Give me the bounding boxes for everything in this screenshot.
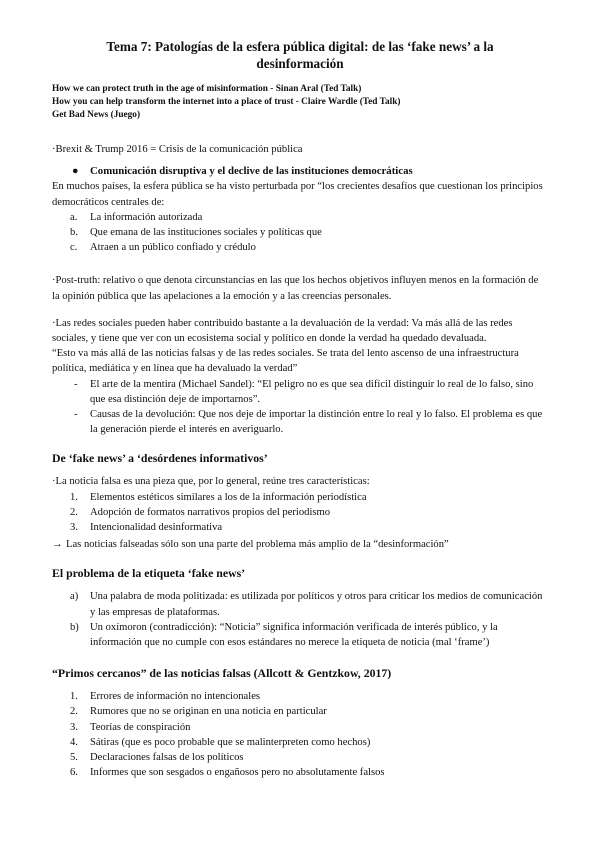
section-heading-disorders: De ‘fake news’ a ‘desórdenes informativos’: [52, 451, 268, 466]
list-marker: 3.: [70, 721, 78, 733]
list-item-text: Informes que son sesgados o engañosos pero no absolutamente falsos: [90, 767, 385, 779]
list-item-text: Atraen a un público confiado y crédulo: [90, 242, 256, 254]
list-item: [52, 689, 548, 704]
list-marker: 2.: [70, 506, 78, 518]
list-marker: -: [74, 409, 78, 421]
list-item: [52, 490, 548, 505]
list-item: [52, 225, 548, 240]
list-item: [52, 704, 548, 719]
list-marker: 6.: [70, 767, 78, 779]
section-heading-label-problem: El problema de la etiqueta ‘fake news’: [52, 566, 246, 581]
list-item-text: Sátiras (que es poco probable que se malinterpreten como hechos): [90, 736, 371, 748]
dash-list: [52, 377, 548, 438]
list-item: [52, 520, 548, 535]
list-marker: b.: [70, 227, 78, 239]
list-marker: 1.: [70, 691, 78, 703]
list-item-text: Que emana de las instituciones sociales y políticas que: [90, 227, 322, 239]
intro-line: ·Brexit & Trump 2016 = Crisis de la comunicación pública: [52, 144, 303, 155]
list-marker: b): [70, 621, 79, 633]
list-marker: a): [70, 591, 79, 603]
list-item: [52, 589, 548, 619]
list-item: [52, 765, 548, 780]
list-item-text: Elementos estéticos similares a los de la información periodística: [90, 491, 367, 503]
quote: “Esto va más allá de las noticias falsas y de las redes sociales. Se trata del lento ascenso de una infraestructura política, mediática y en línea que ha devaluado la verdad”: [52, 348, 519, 375]
list-item: [52, 505, 548, 520]
reference-item: How we can protect truth in the age of misinformation - Sinan Aral (Ted Talk): [52, 84, 362, 94]
list-item-text: El arte de la mentira (Michael Sandel): “El peligro no es que sea difícil distinguir lo real de lo falso, sino que esa distinción deje de importarnos”.: [90, 378, 534, 405]
list-item: [52, 407, 548, 437]
list-item-text: Teorías de conspiración: [90, 721, 191, 733]
list-marker: 3.: [70, 522, 78, 534]
paragraph-social-media: ·Las redes sociales pueden haber contribuido bastante a la devaluación de la verdad: Va más allá de las redes sociales, y tiene que ver con un ecosistema social y político en donde la verdad ha quedado devaluada.: [52, 317, 513, 345]
characteristics-list: [52, 490, 548, 536]
cousins-list: [52, 689, 548, 780]
list-marker: 2.: [70, 706, 78, 718]
arrow-note-text: Las noticias falseadas sólo son una parte del problema más amplio de la “desinformación”: [66, 539, 449, 551]
principles-list: [52, 210, 548, 256]
list-item: [52, 210, 548, 225]
list-item-text: La información autorizada: [90, 211, 203, 223]
paragraph-post-truth: ·Post-truth: relativo o que denota circunstancias en las que los hechos objetivos influyen menos en la formación de la opinión pública que las apelaciones a la emoción y a las creencias personales.: [52, 275, 539, 302]
list-marker: 1.: [70, 491, 78, 503]
list-item-text: Rumores que no se originan en una noticia en particular: [90, 706, 327, 718]
arrow-note: [52, 537, 548, 552]
list-marker: c.: [70, 242, 78, 254]
bullet-heading-text: Comunicación disruptiva y el declive de las instituciones democráticas: [90, 165, 413, 178]
section-intro: ·La noticia falsa es una pieza que, por lo general, reúne tres características:: [52, 476, 370, 488]
list-marker: a.: [70, 211, 78, 223]
section-heading-cousins: “Primos cercanos” de las noticias falsas (Allcott & Gentzkow, 2017): [52, 666, 392, 681]
reference-item: How you can help transform the internet into a place of trust - Claire Wardle (Ted Talk): [52, 97, 401, 107]
list-item-text: Adopción de formatos narrativos propios del periodismo: [90, 506, 331, 518]
list-item-text: Errores de información no intencionales: [90, 691, 261, 703]
bullet-icon: ●: [72, 165, 79, 178]
list-item: [52, 720, 548, 735]
list-marker: 5.: [70, 752, 78, 764]
list-item: [52, 750, 548, 765]
paragraph-principles: En muchos países, la esfera pública se ha visto perturbada por “los crecientes desafíos que cuestionan los principios democráticos centrales de:: [52, 181, 543, 208]
list-marker: 4.: [70, 736, 78, 748]
arrow-right-icon: →: [52, 539, 63, 551]
list-item-text: Un oxímoron (contradicción): “Noticia” significa información verificada de interés público, y la información que no cumple con esos estándares no merece la etiqueta de noticia (mal ‘frame’): [90, 621, 498, 649]
label-problem-list: [52, 589, 548, 650]
list-item-text: Declaraciones falsas de los políticos: [90, 752, 244, 764]
reference-item: Get Bad News (Juego): [52, 110, 141, 120]
list-item: [52, 620, 548, 650]
bullet-heading: [52, 164, 548, 179]
reference-list: [52, 83, 548, 122]
list-item-text: Causas de la devolución: Que nos deje de importar la distinción entre lo real y lo falso. El problema es que la generación pierde el interés en averiguarlo.: [90, 409, 543, 436]
list-item: [52, 377, 548, 407]
page-title: Tema 7: Patologías de la esfera pública digital: de las ‘fake news’ a la desinformación: [106, 39, 494, 71]
list-item-text: Intencionalidad desinformativa: [90, 522, 223, 534]
list-item: [52, 240, 548, 255]
list-item-text: Una palabra de moda politizada: es utilizada por políticos y otros para criticar los medios de comunicación y las empresas de plataformas.: [90, 591, 543, 618]
list-item: [52, 735, 548, 750]
list-marker: -: [74, 378, 78, 390]
